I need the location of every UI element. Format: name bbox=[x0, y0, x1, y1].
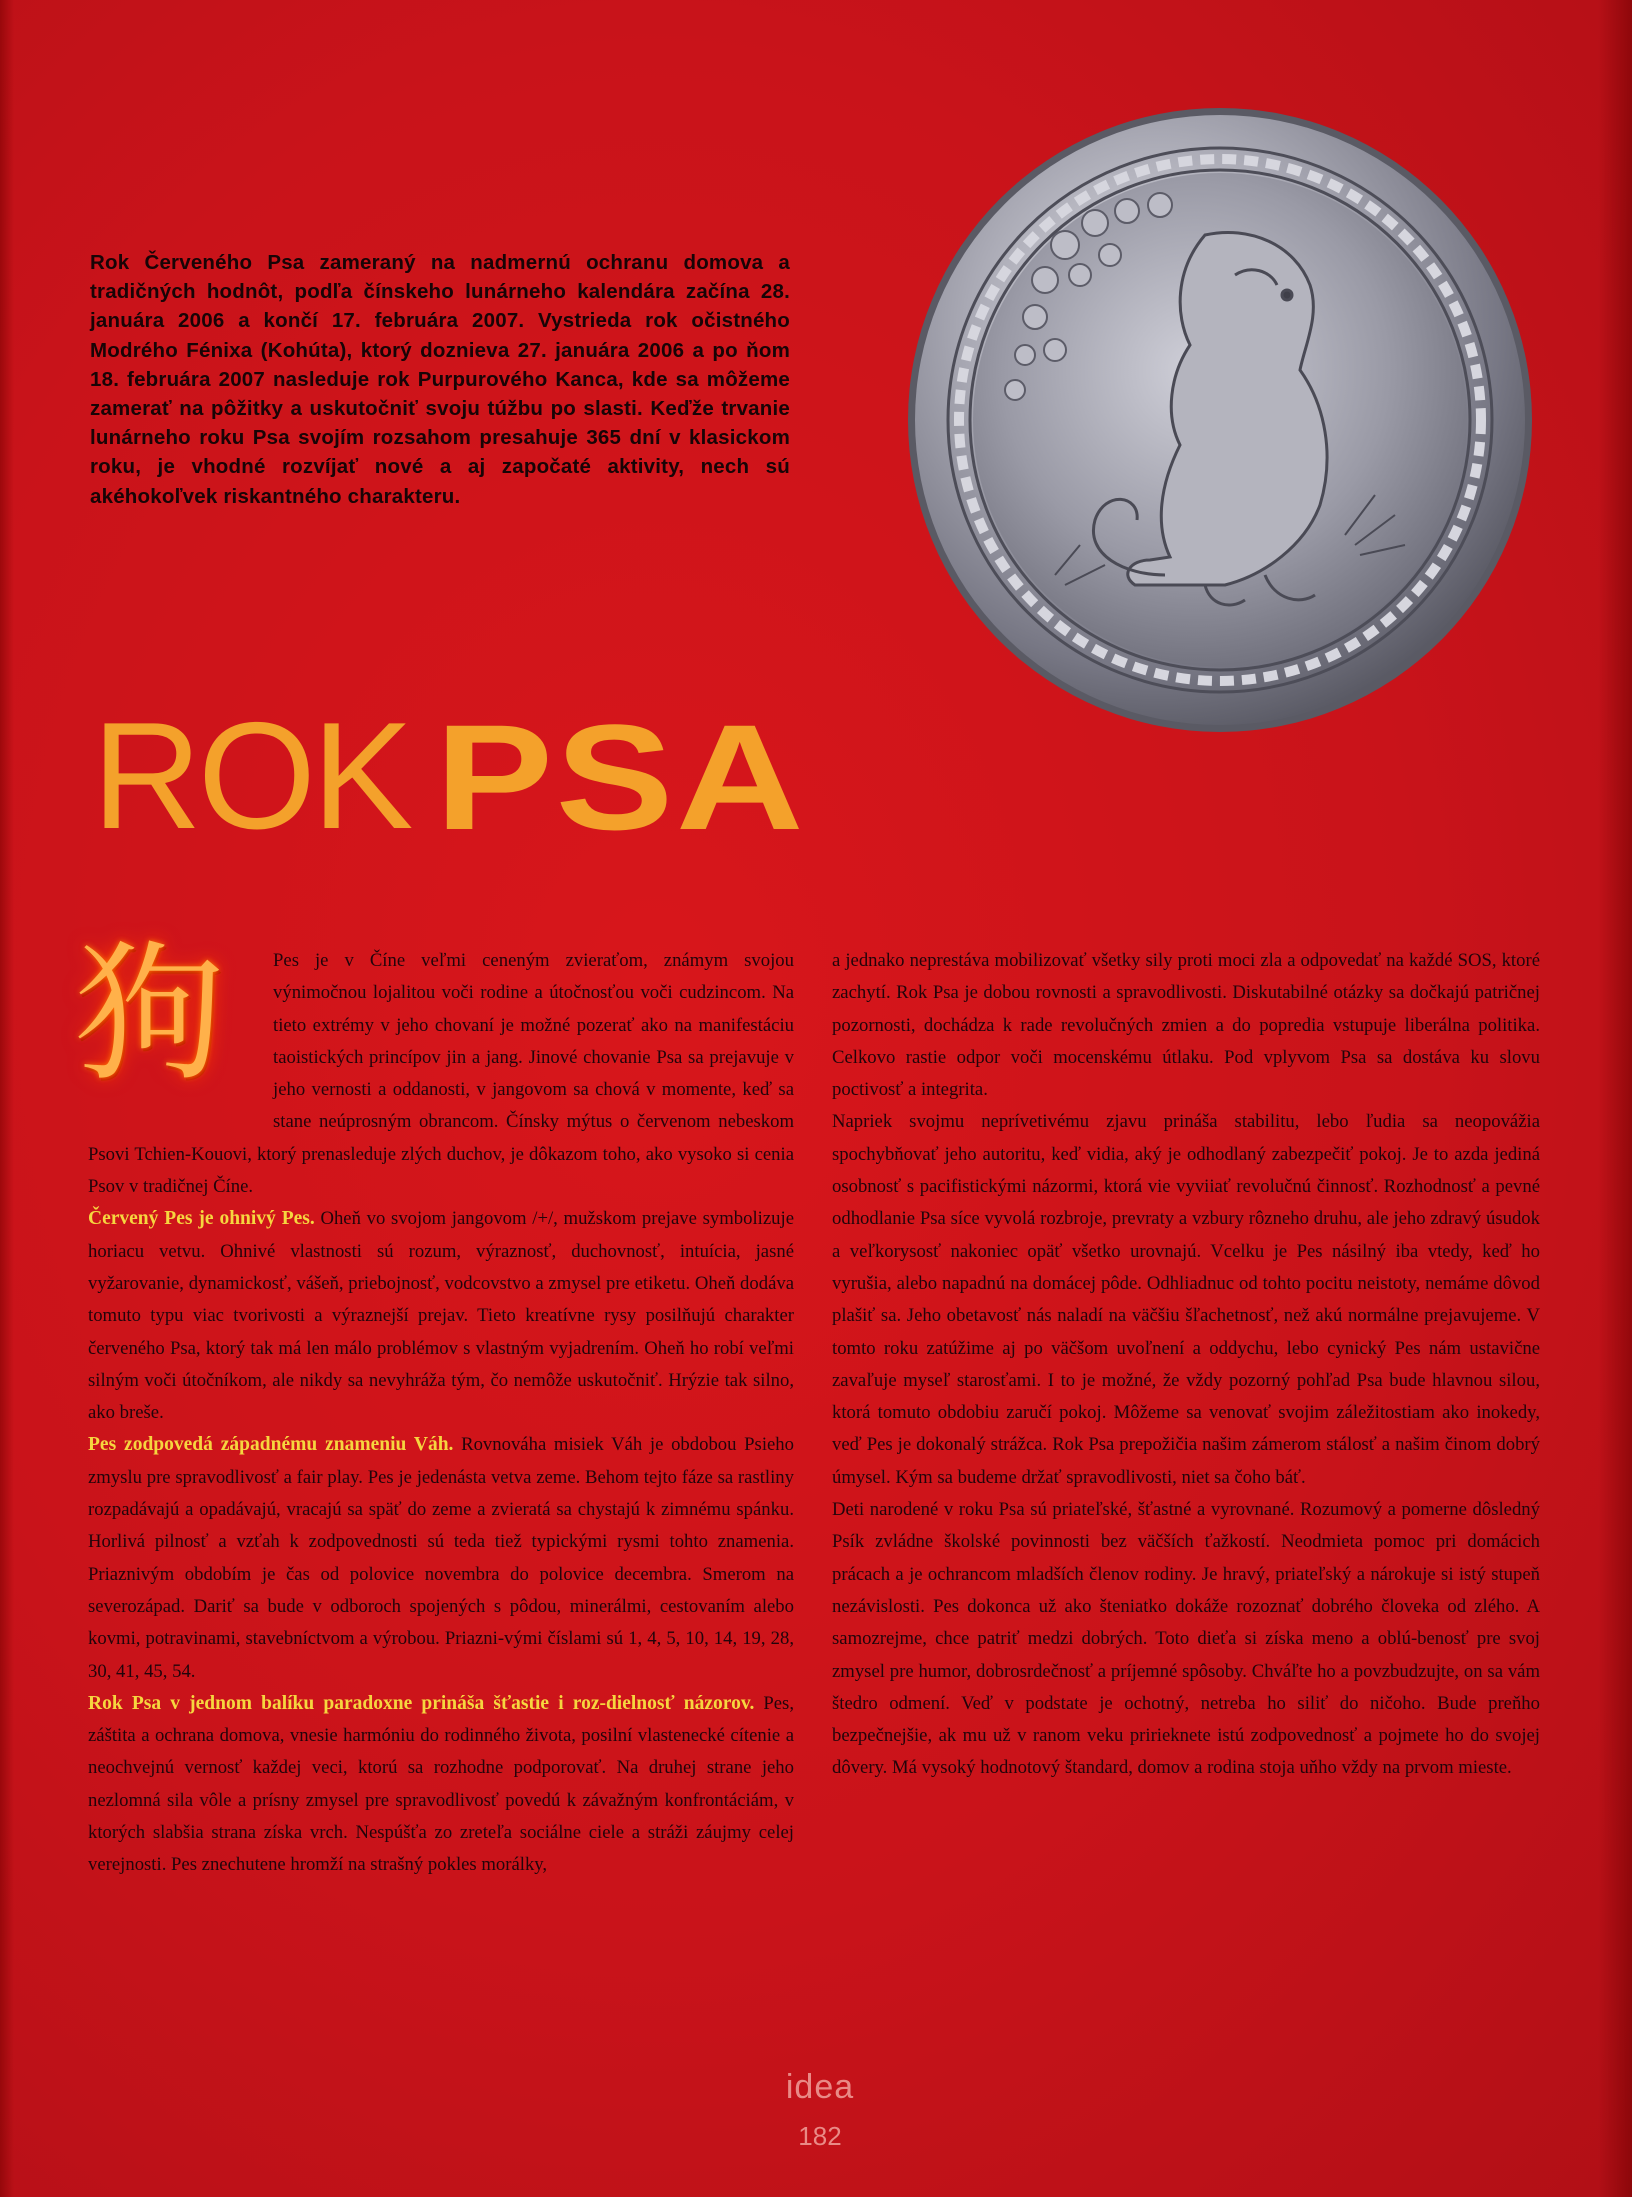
paragraph-fire-dog: Červený Pes je ohnivý Pes. Oheň vo svojom jangovom /+/, mužskom prejave symbolizuje horiacu vetvu. Ohnivé vlastnosti sú rozum, výraznosť, duchovnosť, intuícia, jasné vyžarovanie, dynamickosť, vášeň, priebojnosť, vodcovstvo a zmysel pre etiketu. Oheň dodáva tomuto typu viac tvorivosti a výraznejší prejav. Tieto kreatívne rysy posilňujú charakter červeného Psa, ktorý tak má len málo problémov s vlastným vyjadrením. Oheň ho robí veľmi silným voči útočníkom, ale nikdy sa nevyhráža tým, čo nemôže uskutočniť. Hrýzie tak silno, ako breše. bbox=[88, 1208, 794, 1424]
page-number: 182 bbox=[798, 2121, 842, 2151]
paragraph-children: Deti narodené v roku Psa sú priateľské, šťastné a vyrovnané. Rozumový a pomerne dôsledný Psík zvládne školské povinnosti bez väčších ťažkostí. Neodmieta pomoc pri domácich prácach a je ochrancom mladších členov rodiny. Je hravý, priateľský a nárokuje si istý stupeň nezávislosti. Pes dokonca už ako šteniatko dokáže rozoznať dobrého človeka od zlého. A samozrejme, chce patriť medzi dobrých. Toto dieťa si získa meno a oblú-benosť pre svoj zmysel pre humor, dobrosrdečnosť a príjemné spôsoby. Chváľte ho a povzbudzujte, on sa vám štedro odmení. Veď v podstate je ochotný, netreba ho siliť do ničoho. Bude preňho bezpečnejšie, ak mu už v ranom veku pririeknete istú zodpovednosť a pojmete ho do svojej dôvery. Má vysoký hodnotový štandard, domov a rodina stoja uňho vždy na prvom mieste. bbox=[832, 1499, 1540, 1779]
page-edge-shadow-left bbox=[0, 0, 14, 2197]
paragraph-stability: Napriek svojmu neprívetivému zjavu prináša stabilitu, lebo ľudia sa neopovážia spochybňovať jeho autoritu, keď vidia, aký je odhodlaný zabezpečiť pokoj. Je to azda jediná osobnosť s pacifistickými názormi, ktorá vie vyviiať revolučnú činnosť. Rozhodnosť a pevné odhodlanie Psa síce vyvolá rozbroje, prevraty a vzbury rôzneho druhu, ale jeho zdravý úsudok a veľkorysosť nakoniec opäť všetko urovnajú. Vcelku je Pes násilný iba vtedy, keď ho vyrušia, alebo napadnú na domácej pôde. Odhliadnuc od tohto pocitu neistoty, nemáme dôvod plašiť sa. Jeho obetavosť nás naladí na väčšiu šľachetnosť, než akú normálne prejavujeme. V tomto roku zatúžime aj po väčšom uvoľnení a oddychu, lebo cynický Pes nám ustavične zavaľuje myseľ starosťami. I to je možné, že vždy pozorný pohľad Psa bude hlavnou silou, ktorá tomuto obdobiu zaručí pokoj. Môžeme sa venovať svojim záležitostiam ako inokedy, veď Pes je dokonalý strážca. Rok Psa prepožičia našim zámerom stálosť a našim činom dobrý úmysel. Kým sa budeme držať spravodlivosti, niet sa čoho báť. bbox=[832, 1111, 1540, 1488]
article-column-right bbox=[832, 945, 1540, 1785]
silver-dog-medallion-image bbox=[905, 105, 1535, 735]
intro-paragraph: Rok Červeného Psa zameraný na nadmernú ochranu domova a tradičných hodnôt, podľa čínskeho lunárneho kalendára začína 28. januára 2006 a končí 17. februára 2007. Vystrieda rok očistného Modrého Fénixa (Kohúta), ktorý doznieva 27. januára 2006 a po ňom 18. februára 2007 nasleduje rok Purpurového Kanca, kde sa môžeme zamerať na pôžitky a uskutočniť svoju túžbu po slasti. Keďže trvanie lunárneho roku Psa svojím rozsahom presahuje 365 dní v klasickom roku, je vhodné rozvíjať nové a aj započaté aktivity, nech sú akéhokoľvek riskantného charakteru. bbox=[90, 251, 790, 508]
character-wrap-space bbox=[88, 945, 273, 1108]
paragraph-intro: Pes je v Číne veľmi ceneným zvieraťom, známym svojou výnimočnou lojalitou voči rodine a útočnosťou voči cudzincom. Na tieto extrémy v jeho chovaní je možné pozerať ako na manifestáciu taoistických princípov jin a jang. Jinové chovanie Psa sa prejavuje v jeho vernosti a oddanosti, v jangovom sa chová v momente, keď sa stane neúprosným obrancom. Čínsky mýtus o červenom nebeskom Psovi Tchien-Kouovi, ktorý prenasleduje zlých duchov, je dôkazom toho, ako vysoko si cenia Psov v tradičnej Číne. bbox=[88, 950, 794, 1198]
subheading-fire-dog: Červený Pes je ohnivý Pes. bbox=[88, 1208, 315, 1230]
paragraph-libra: Pes zodpovedá západnému znameniu Váh. Rovnováha misiek Váh je obdobou Psieho zmyslu pre spravodlivosť a fair play. Pes je jedenásta vetva zeme. Behom tejto fáze sa rastliny rozpadávajú a opadávajú, vracajú sa späť do zeme a zvieratá sa chystajú k zimnému spánku. Horlivá pilnosť a vzťah k zodpovednosti sú teda tiež typickými rysmi tohto znamenia. Priaznivým obdobím je čas od polovice novembra do polovice decembra. Smerom na severozápad. Dariť sa bude v odboroch spojených s pôdou, minerálmi, cestovaním alebo kovmi, potravinami, stavebníctvom a výrobou. Priazni-vými číslami sú 1, 4, 5, 10, 14, 19, 28, 30, 41, 45, 54. bbox=[88, 1434, 794, 1682]
title-word-rok: ROK bbox=[92, 691, 410, 861]
title-word-psa: PSA bbox=[435, 693, 807, 861]
subheading-paradox: Rok Psa v jednom balíku paradoxne prináša šťastie i roz-dielnosť názorov. bbox=[88, 1692, 755, 1714]
paragraph-paradox: Rok Psa v jednom balíku paradoxne prináša šťastie i roz-dielnosť názorov. Pes, záštita a ochrana domova, vnesie harmóniu do rodinného života, posilní vlastenecké cítenie a neochvejnú vernosť každej veci, ktorú sa rozhodne podporovať. Na druhej strane jeho nezlomná sila vôle a prísny zmysel pre spravodlivosť povedú k závažným konfrontáciám, v ktorých slabšia strana získa vrch. Nespúšťa zo zreteľa sociálne ciele a stráži záujmy celej verejnosti. Pes znechutene hromží na strašný pokles morálky, bbox=[88, 1692, 794, 1876]
page-title bbox=[92, 691, 1092, 880]
chinese-dog-character: 狗 bbox=[74, 928, 225, 1102]
paragraph-continuation: a jednako neprestáva mobilizovať všetky sily proti moci zla a odpovedať na každé SOS, ktoré zachytí. Rok Psa je dobou rovnosti a spravodlivosti. Diskutabilné otázky sa dočkajú patričnej pozornosti, dochádza k rade revolučných zmien a do popredia vstupuje liberálna politika. Celkovo rastie odpor voči mocenskému útlaku. Pod vplyvom Psa sa dostáva ku slovu poctivosť a integrita. bbox=[832, 950, 1540, 1101]
article-column-left bbox=[88, 945, 794, 1882]
subheading-libra: Pes zodpovedá západnému znameniu Váh. bbox=[88, 1434, 454, 1456]
magazine-logo: idea bbox=[785, 2068, 855, 2106]
page-edge-shadow-right bbox=[1598, 0, 1632, 2197]
